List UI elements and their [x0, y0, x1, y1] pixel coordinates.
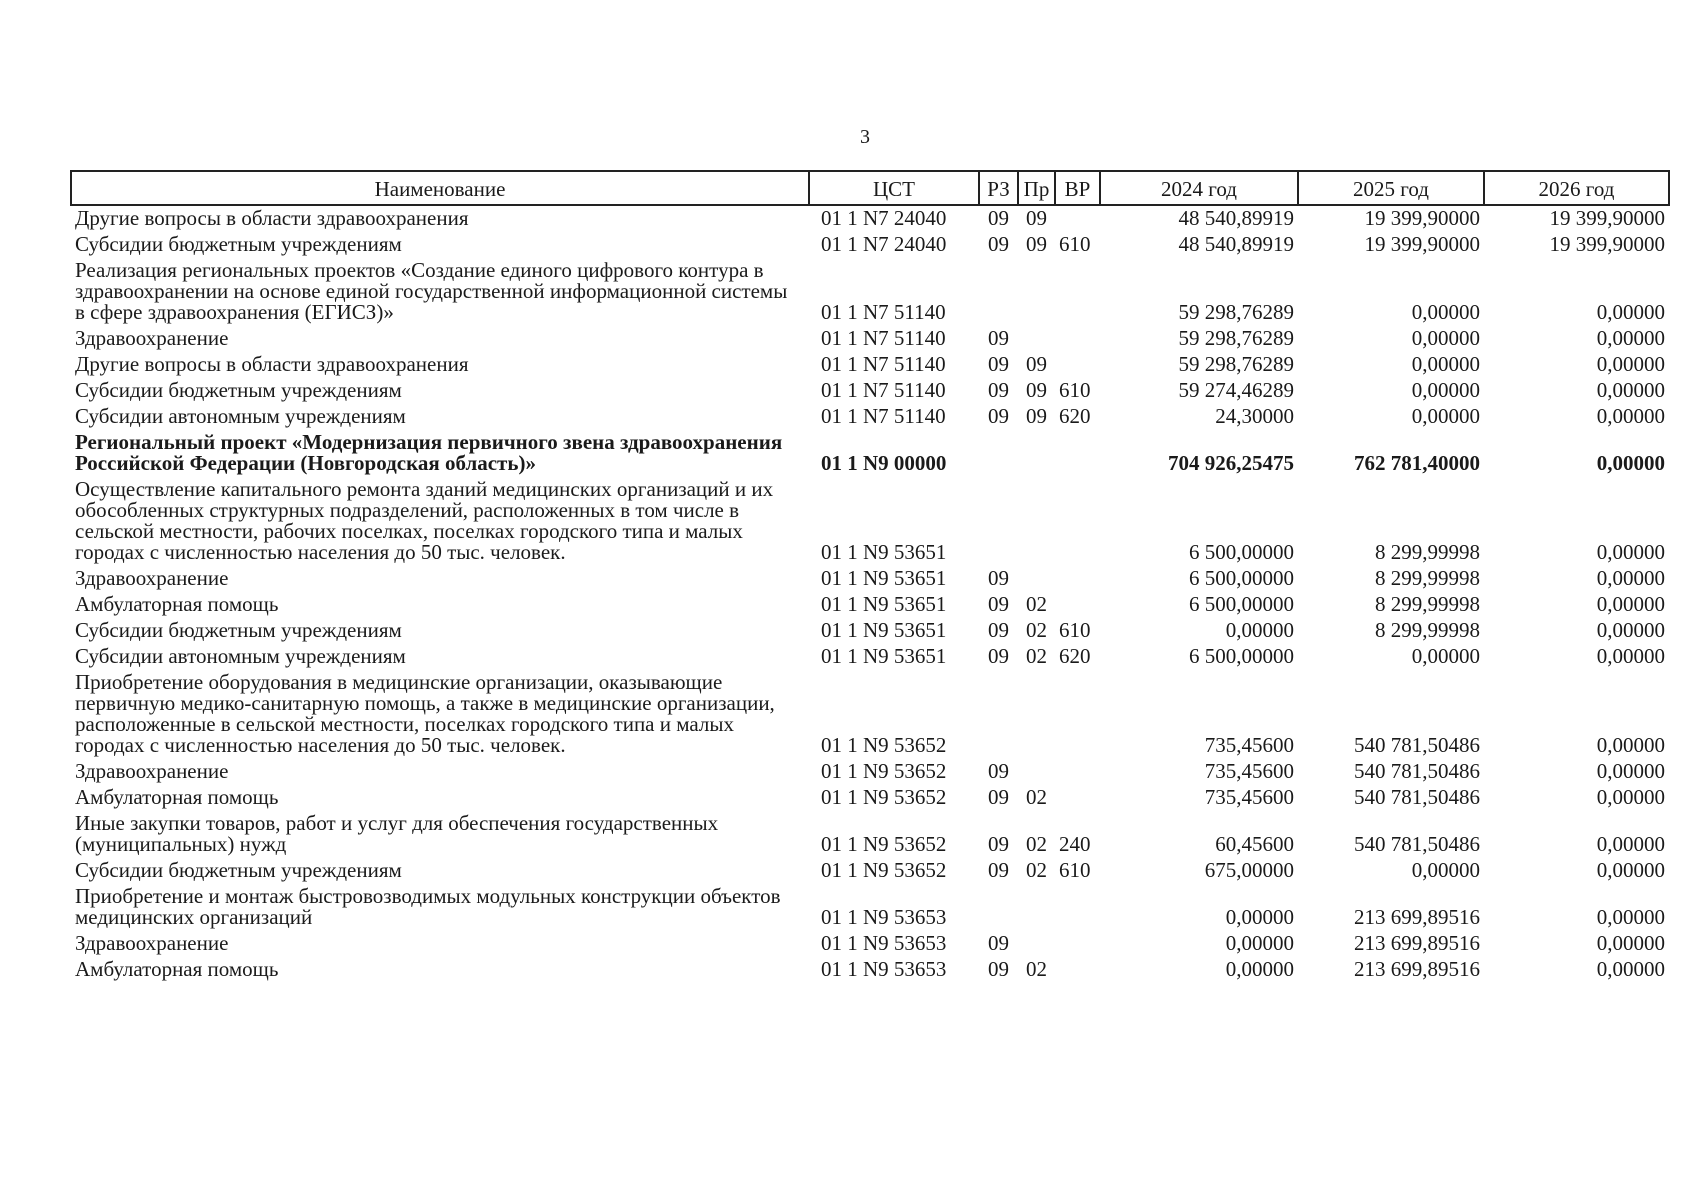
cell-2026: 0,00000 [1596, 832, 1665, 856]
cell-cst: 01 1 N9 53651 [821, 644, 947, 668]
cell-pr: 09 [1026, 378, 1047, 402]
cell-rz: 09 [988, 644, 1009, 668]
table-row [71, 884, 1669, 931]
cell-vr [1055, 477, 1100, 566]
cell-pr [1018, 566, 1055, 592]
cell-cst: 01 1 N9 53651 [821, 566, 947, 590]
cell-vr [1055, 430, 1100, 477]
cell-vr [1055, 352, 1100, 378]
table-row [71, 811, 1669, 858]
header-name: Наименование [71, 171, 809, 205]
cell-2024: 24,30000 [1215, 404, 1294, 428]
cell-rz: 09 [988, 618, 1009, 642]
cell-rz: 09 [988, 232, 1009, 256]
cell-pr [1018, 670, 1055, 759]
cell-pr [1018, 326, 1055, 352]
cell-2026: 0,00000 [1596, 352, 1665, 376]
cell-2024: 735,45600 [1204, 733, 1294, 757]
cell-pr: 09 [1026, 352, 1047, 376]
cell-cst: 01 1 N9 53652 [821, 785, 947, 809]
cell-rz: 09 [988, 832, 1009, 856]
cell-2025: 540 781,50486 [1354, 785, 1480, 809]
cell-vr [1055, 592, 1100, 618]
cell-rz: 09 [988, 931, 1009, 955]
cell-name: Субсидии автономным учреждениям [75, 644, 406, 668]
cell-rz [979, 258, 1018, 326]
cell-2024: 675,00000 [1204, 858, 1294, 882]
cell-2024: 735,45600 [1204, 759, 1294, 783]
cell-2026: 0,00000 [1596, 644, 1665, 668]
cell-pr: 09 [1026, 232, 1047, 256]
table-row [71, 785, 1669, 811]
cell-rz [979, 670, 1018, 759]
cell-vr: 610 [1059, 232, 1091, 256]
cell-2026: 0,00000 [1596, 404, 1665, 428]
table-row [71, 592, 1669, 618]
cell-2024: 59 298,76289 [1178, 352, 1294, 376]
cell-2025: 0,00000 [1411, 326, 1480, 350]
cell-rz: 09 [988, 206, 1009, 230]
cell-2026: 0,00000 [1596, 618, 1665, 642]
cell-rz [979, 430, 1018, 477]
cell-name: Субсидии автономным учреждениям [75, 404, 406, 428]
cell-cst: 01 1 N9 53652 [821, 733, 947, 757]
cell-2024: 6 500,00000 [1189, 540, 1294, 564]
cell-2025: 19 399,90000 [1364, 232, 1480, 256]
cell-rz: 09 [988, 957, 1009, 981]
cell-pr: 02 [1026, 832, 1047, 856]
cell-pr: 02 [1026, 592, 1047, 616]
cell-cst: 01 1 N7 51140 [821, 352, 946, 376]
cell-vr: 610 [1059, 378, 1091, 402]
cell-name: Субсидии бюджетным учреждениям [75, 618, 402, 642]
table-row [71, 477, 1669, 566]
cell-pr [1018, 477, 1055, 566]
cell-2025: 213 699,89516 [1354, 931, 1480, 955]
cell-2026: 0,00000 [1596, 378, 1665, 402]
table-row [71, 205, 1669, 232]
cell-pr [1018, 884, 1055, 931]
cell-cst: 01 1 N7 24040 [821, 206, 947, 230]
cell-2025: 19 399,90000 [1364, 206, 1480, 230]
cell-2026: 0,00000 [1596, 566, 1665, 590]
table-row [71, 258, 1669, 326]
cell-2024: 6 500,00000 [1189, 644, 1294, 668]
cell-pr: 02 [1026, 618, 1047, 642]
cell-vr [1055, 566, 1100, 592]
cell-2025: 213 699,89516 [1354, 957, 1480, 981]
cell-pr: 02 [1026, 957, 1047, 981]
cell-2025: 8 299,99998 [1375, 618, 1480, 642]
header-cst: ЦСТ [809, 171, 979, 205]
cell-vr [1055, 931, 1100, 957]
cell-name: Приобретение оборудования в медицинские организации, оказывающие первичную медико-санитарную помощь, а также в медицинские организации, расположенные в сельской местности, поселках городского типа и малых городах с численностью населения до 50 тыс. человек. [75, 670, 775, 757]
cell-name: Приобретение и монтаж быстровозводимых модульных конструкции объектов медицинских организаций [75, 884, 781, 929]
cell-2025: 0,00000 [1411, 300, 1480, 324]
cell-rz: 09 [988, 352, 1009, 376]
header-rz: РЗ [979, 171, 1018, 205]
cell-2025: 540 781,50486 [1354, 832, 1480, 856]
cell-rz: 09 [988, 566, 1009, 590]
cell-pr [1018, 430, 1055, 477]
cell-name: Субсидии бюджетным учреждениям [75, 858, 402, 882]
cell-cst: 01 1 N7 24040 [821, 232, 947, 256]
cell-vr: 610 [1059, 618, 1091, 642]
cell-2025: 0,00000 [1411, 378, 1480, 402]
table-row [71, 858, 1669, 884]
cell-2026: 0,00000 [1596, 957, 1665, 981]
cell-2025: 0,00000 [1411, 644, 1480, 668]
cell-pr: 02 [1026, 644, 1047, 668]
cell-rz: 09 [988, 858, 1009, 882]
cell-2026: 0,00000 [1596, 592, 1665, 616]
cell-2024: 59 298,76289 [1178, 300, 1294, 324]
cell-2026: 0,00000 [1596, 733, 1665, 757]
cell-name: Амбулаторная помощь [75, 592, 279, 616]
cell-2026: 0,00000 [1596, 540, 1665, 564]
cell-2024: 48 540,89919 [1178, 206, 1294, 230]
cell-cst: 01 1 N9 53652 [821, 832, 947, 856]
table-row [71, 378, 1669, 404]
cell-name: Амбулаторная помощь [75, 785, 279, 809]
cell-rz [979, 884, 1018, 931]
cell-2026: 0,00000 [1596, 300, 1665, 324]
cell-cst: 01 1 N9 53651 [821, 618, 947, 642]
budget-table [70, 170, 1670, 983]
table-row [71, 404, 1669, 430]
cell-name: Здравоохранение [75, 759, 229, 783]
cell-2025: 540 781,50486 [1354, 733, 1480, 757]
cell-2025: 8 299,99998 [1375, 566, 1480, 590]
cell-2026: 0,00000 [1596, 451, 1665, 475]
cell-rz [979, 477, 1018, 566]
cell-2024: 6 500,00000 [1189, 592, 1294, 616]
cell-rz: 09 [988, 592, 1009, 616]
cell-2025: 0,00000 [1411, 352, 1480, 376]
cell-name: Другие вопросы в области здравоохранения [75, 352, 469, 376]
cell-2024: 48 540,89919 [1178, 232, 1294, 256]
cell-2024: 0,00000 [1225, 905, 1294, 929]
table-row [71, 326, 1669, 352]
table-row [71, 430, 1669, 477]
cell-pr [1018, 258, 1055, 326]
cell-2024: 59 274,46289 [1178, 378, 1294, 402]
cell-vr [1055, 785, 1100, 811]
cell-cst: 01 1 N9 53652 [821, 759, 947, 783]
cell-name: Осуществление капитального ремонта зданий медицинских организаций и их обособленных структурных подразделений, расположенных в том числе в сельской местности, рабочих поселках, поселках городского типа и малых городах с численностью населения до 50 тыс. человек. [75, 477, 774, 564]
cell-vr: 620 [1059, 644, 1091, 668]
table-row [71, 759, 1669, 785]
cell-pr [1018, 759, 1055, 785]
cell-cst: 01 1 N7 51140 [821, 326, 946, 350]
header-2026: 2026 год [1484, 171, 1669, 205]
cell-vr [1055, 326, 1100, 352]
table-row [71, 670, 1669, 759]
cell-cst: 01 1 N7 51140 [821, 300, 946, 324]
cell-rz: 09 [988, 404, 1009, 428]
table-row [71, 644, 1669, 670]
cell-2024: 0,00000 [1225, 618, 1294, 642]
cell-rz: 09 [988, 785, 1009, 809]
table-row [71, 352, 1669, 378]
cell-rz: 09 [988, 378, 1009, 402]
cell-2026: 0,00000 [1596, 858, 1665, 882]
header-2024: 2024 год [1100, 171, 1298, 205]
cell-2026: 0,00000 [1596, 785, 1665, 809]
cell-2026: 0,00000 [1596, 759, 1665, 783]
cell-2026: 0,00000 [1596, 905, 1665, 929]
cell-name: Другие вопросы в области здравоохранения [75, 206, 469, 230]
cell-name: Здравоохранение [75, 566, 229, 590]
header-vr: ВР [1055, 171, 1100, 205]
cell-vr [1055, 670, 1100, 759]
cell-pr: 09 [1026, 206, 1047, 230]
cell-vr [1055, 884, 1100, 931]
cell-2024: 60,45600 [1215, 832, 1294, 856]
cell-name: Иные закупки товаров, работ и услуг для обеспечения государственных (муниципальных) нужд [75, 811, 719, 856]
cell-2025: 762 781,40000 [1354, 451, 1480, 475]
cell-pr [1018, 931, 1055, 957]
cell-cst: 01 1 N9 53653 [821, 957, 947, 981]
cell-2024: 59 298,76289 [1178, 326, 1294, 350]
cell-cst: 01 1 N7 51140 [821, 404, 946, 428]
page-number: 3 [860, 126, 870, 148]
cell-2024: 0,00000 [1225, 931, 1294, 955]
cell-cst: 01 1 N9 53653 [821, 931, 947, 955]
cell-2026: 19 399,90000 [1549, 206, 1665, 230]
cell-vr: 620 [1059, 404, 1091, 428]
cell-pr: 02 [1026, 785, 1047, 809]
cell-2025: 0,00000 [1411, 404, 1480, 428]
header-2025: 2025 год [1298, 171, 1484, 205]
cell-2025: 0,00000 [1411, 858, 1480, 882]
cell-vr: 610 [1059, 858, 1091, 882]
table-row [71, 618, 1669, 644]
cell-name: Региональный проект «Модернизация первичного звена здравоохранения Российской Федерации (Новгородская область)» [75, 430, 783, 475]
cell-name: Субсидии бюджетным учреждениям [75, 378, 402, 402]
cell-cst: 01 1 N9 53652 [821, 858, 947, 882]
cell-vr [1055, 759, 1100, 785]
table-row [71, 957, 1669, 983]
cell-vr [1055, 205, 1100, 232]
cell-rz: 09 [988, 326, 1009, 350]
table-row [71, 232, 1669, 258]
cell-2025: 213 699,89516 [1354, 905, 1480, 929]
cell-pr: 09 [1026, 404, 1047, 428]
cell-name: Здравоохранение [75, 326, 229, 350]
cell-vr: 240 [1059, 832, 1091, 856]
cell-cst: 01 1 N9 53653 [821, 905, 947, 929]
table-row [71, 931, 1669, 957]
cell-cst: 01 1 N9 53651 [821, 592, 947, 616]
cell-name: Амбулаторная помощь [75, 957, 279, 981]
cell-rz: 09 [988, 759, 1009, 783]
cell-2024: 0,00000 [1225, 957, 1294, 981]
cell-2025: 8 299,99998 [1375, 592, 1480, 616]
cell-cst: 01 1 N9 53651 [821, 540, 947, 564]
cell-2024: 735,45600 [1204, 785, 1294, 809]
header-pr: Пр [1018, 171, 1055, 205]
table-body [71, 205, 1669, 983]
cell-pr: 02 [1026, 858, 1047, 882]
table-row [71, 566, 1669, 592]
cell-name: Здравоохранение [75, 931, 229, 955]
cell-vr [1055, 957, 1100, 983]
cell-2026: 19 399,90000 [1549, 232, 1665, 256]
cell-cst: 01 1 N9 00000 [821, 451, 947, 475]
cell-name: Реализация региональных проектов «Создание единого цифрового контура в здравоохранении на основе единой государственной информационной системы в сфере здравоохранения (ЕГИСЗ)» [75, 258, 788, 324]
cell-name: Субсидии бюджетным учреждениям [75, 232, 402, 256]
cell-vr [1055, 258, 1100, 326]
cell-2024: 6 500,00000 [1189, 566, 1294, 590]
cell-2026: 0,00000 [1596, 931, 1665, 955]
cell-2025: 540 781,50486 [1354, 759, 1480, 783]
cell-2024: 704 926,25475 [1168, 451, 1294, 475]
cell-2025: 8 299,99998 [1375, 540, 1480, 564]
cell-cst: 01 1 N7 51140 [821, 378, 946, 402]
cell-2026: 0,00000 [1596, 326, 1665, 350]
table-header [71, 171, 1669, 205]
